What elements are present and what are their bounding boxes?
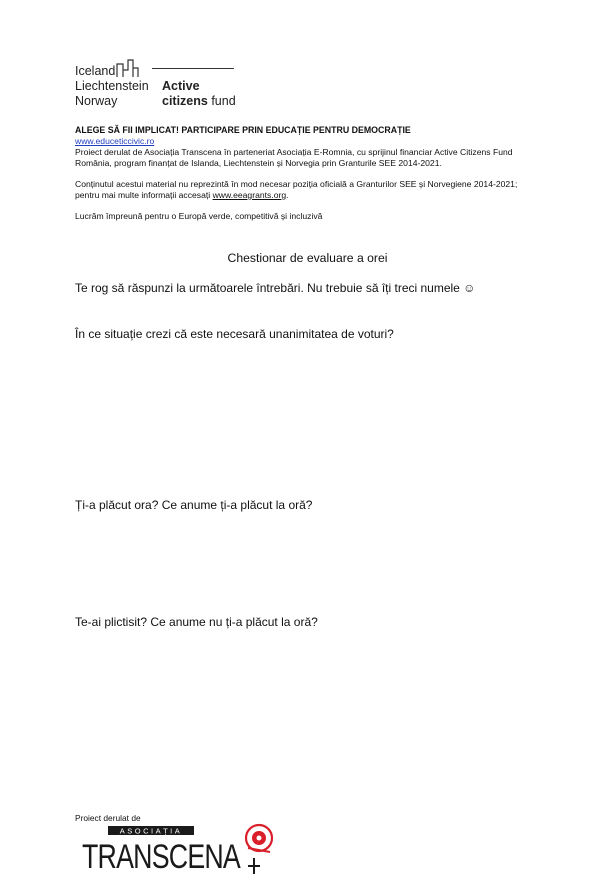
footer-label: Proiect derulat de	[75, 813, 141, 823]
question-3: Te-ai plictisit? Ce anume nu ți-a plăcut la oră?	[75, 615, 318, 629]
question-2: Ți-a plăcut ora? Ce anume ți-a plăcut la oră?	[75, 498, 313, 512]
transcena-main-text: TRANSCENA	[82, 838, 242, 874]
fund-active: Active	[162, 79, 200, 93]
project-description: Proiect derulat de Asociația Transcena în parteneriat Asociația E-Romnia, cu sprijinul financiar Active Citizens Fund România, program finanțat de Islanda, Liechtenstein și Norvegia prin Granturile SEE 2014-2021.	[75, 147, 513, 168]
motto: Lucrăm împreună pentru o Europă verde, competitivă și incluzivă	[75, 211, 323, 221]
logo-rule	[152, 68, 234, 69]
country-iceland: Iceland	[75, 64, 116, 78]
disclaimer-text: Conținutul acestui material nu reprezintă în mod necesar poziția oficială a Granturilor SEE și Norvegiene 2014-2021; pentru mai multe informații accesați	[75, 179, 518, 200]
transcena-emblem-icon	[246, 825, 272, 874]
transcena-small-text: ASOCIAȚIA	[119, 826, 183, 836]
project-title: ALEGE SĂ FII IMPLICAT! PARTICIPARE PRIN EDUCAȚIE PENTRU DEMOCRAȚIE	[75, 125, 411, 135]
active-citizens-fund-logo	[162, 79, 236, 109]
eea-grants-mark-icon	[116, 58, 152, 78]
country-liechtenstein: Liechtenstein	[75, 79, 149, 93]
project-header	[75, 125, 535, 222]
disclaimer-end: .	[286, 190, 289, 200]
fund-word: fund	[207, 94, 236, 108]
questionnaire-title: Chestionar de evaluare a orei	[227, 251, 388, 265]
fund-citizens-line	[162, 94, 236, 109]
transcena-logo	[78, 822, 278, 874]
question-1: În ce situație crezi că este necesară unanimitatea de voturi?	[75, 327, 394, 341]
fund-citizens: citizens	[162, 94, 208, 108]
project-website-link[interactable]: www.educeticcivic.ro	[75, 136, 155, 146]
disclaimer	[75, 179, 535, 201]
instruction-text: Te rog să răspunzi la următoarele întrebări. Nu trebuie să îți treci numele ☺	[75, 281, 476, 295]
country-norway: Norway	[75, 94, 118, 108]
eeagrants-link[interactable]: www.eeagrants.org	[212, 190, 287, 200]
